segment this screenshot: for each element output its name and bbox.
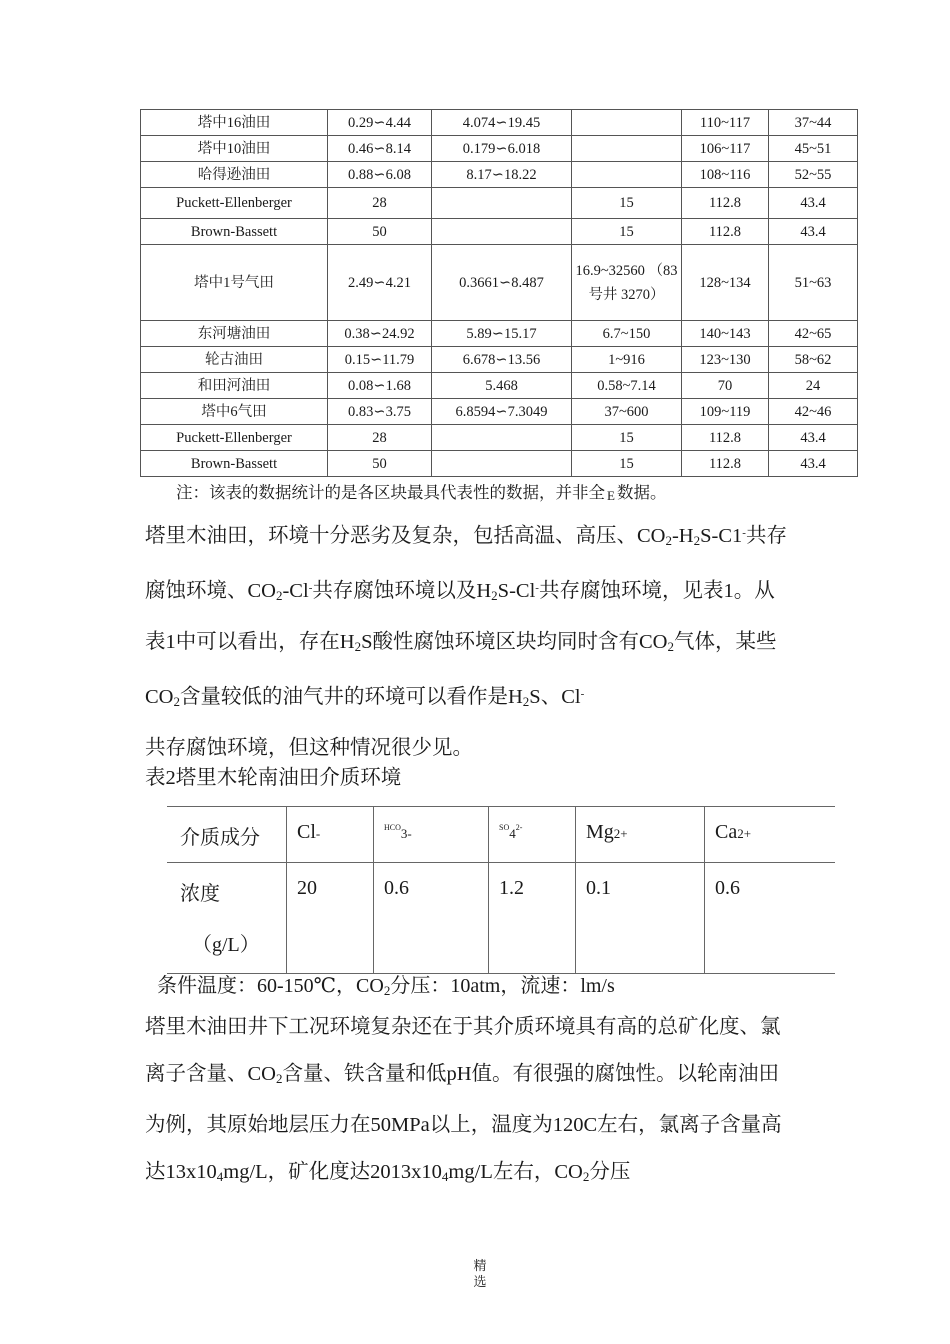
table-cell: 6.7~150 — [572, 321, 682, 347]
region-name-cell: 和田河油田 — [141, 373, 328, 399]
region-name-cell: 轮古油田 — [141, 347, 328, 373]
table-cell: 108~116 — [682, 162, 769, 188]
table-cell — [432, 425, 572, 451]
table-cell: 42~65 — [769, 321, 858, 347]
table-cell: 51~63 — [769, 245, 858, 321]
table-cell: 112.8 — [682, 425, 769, 451]
table-header-row — [167, 807, 835, 863]
header-cell: $^{HCO}$3- — [374, 807, 489, 863]
region-name-cell: Puckett-Ellenberger — [141, 425, 328, 451]
table-row — [141, 451, 858, 477]
region-name-cell: Puckett-Ellenberger — [141, 188, 328, 219]
header-cell: Cl- — [287, 807, 374, 863]
paragraph-corrosion-environment: 塔里木油田，环境十分恶劣及复杂，包括高温、高压、$CO_2-H_2S-C1^-$共存 腐蚀环境、$CO_2-Cl^-$共存腐蚀环境以及$H_2S-Cl^-$共存腐蚀环境，见表1。从 表1中可以看出，存在$H_2S$酸性腐蚀环境区块均同时含有$CO_2$气体，某些 $CO_2$含量较低的油气井的环境可以看作是$H_2S$、Cl- 共存腐蚀环境，但这种情况很少见。 — [145, 525, 787, 759]
table-cell: 45~51 — [769, 136, 858, 162]
table-cell: 16.9~32560 （83号井 3270） — [572, 245, 682, 321]
note-letter: E — [607, 488, 615, 503]
table-cell: 0.15∽11.79 — [328, 347, 432, 373]
table-cell: 0.179∽6.018 — [432, 136, 572, 162]
table-row — [141, 219, 858, 245]
table-cell: 0.88∽6.08 — [328, 162, 432, 188]
table-cell: 0.29∽4.44 — [328, 110, 432, 136]
region-name-cell: 塔中1号气田 — [141, 245, 328, 321]
header-cell: 介质成分 — [167, 807, 287, 863]
table-cell: 15 — [572, 188, 682, 219]
header-cell: Ca2+ — [705, 807, 836, 863]
table-cell: 52~55 — [769, 162, 858, 188]
region-name-cell: 东河塘油田 — [141, 321, 328, 347]
table-cell: 43.4 — [769, 219, 858, 245]
table-row — [141, 136, 858, 162]
table-cell — [572, 162, 682, 188]
table-cell: 110~117 — [682, 110, 769, 136]
table-cell: 15 — [572, 451, 682, 477]
table-cell: 50 — [328, 451, 432, 477]
table-cell: 0.58~7.14 — [572, 373, 682, 399]
header-cell: Mg2+ — [576, 807, 705, 863]
table-cell: 6.8594∽7.3049 — [432, 399, 572, 425]
table-cell: 128~134 — [682, 245, 769, 321]
table-cell: 0.6 — [374, 863, 489, 974]
page-footer: 精 选 — [473, 1258, 487, 1289]
region-name-cell: Brown-Bassett — [141, 219, 328, 245]
table-row — [141, 347, 858, 373]
table-cell: 0.6 — [705, 863, 836, 974]
table-cell: 43.4 — [769, 451, 858, 477]
table-note — [176, 479, 666, 503]
table-row — [141, 321, 858, 347]
table-cell: 24 — [769, 373, 858, 399]
reservoir-data-table — [140, 109, 858, 477]
table-cell: 43.4 — [769, 425, 858, 451]
table-row — [141, 399, 858, 425]
table-cell: 15 — [572, 219, 682, 245]
medium-composition-table — [167, 806, 835, 974]
table-cell: 0.46∽8.14 — [328, 136, 432, 162]
table-cell: 15 — [572, 425, 682, 451]
table-cell: 5.468 — [432, 373, 572, 399]
table-row — [141, 245, 858, 321]
table-cell: 140~143 — [682, 321, 769, 347]
table-cell: 106~117 — [682, 136, 769, 162]
table-row — [141, 425, 858, 451]
region-name-cell: 塔中6气田 — [141, 399, 328, 425]
table-cell: 43.4 — [769, 188, 858, 219]
table-cell — [572, 110, 682, 136]
table-cell: 0.3661∽8.487 — [432, 245, 572, 321]
table-cell — [432, 451, 572, 477]
table-cell: 70 — [682, 373, 769, 399]
table-row — [167, 863, 835, 974]
paragraph-lunnan-oilfield: 塔里木油田井下工况环境复杂还在于其介质环境具有高的总矿化度、氯 离子含量、$CO_2$含量、铁含量和低pH值。有很强的腐蚀性。以轮南油田 为例，其原始地层压力在50MPa以上，温度为120C左右，氯离子含量高 达$13x10_4mg/L$，矿化度达$2013x10_4mg/L$左右，$CO_2$分压 — [145, 1016, 782, 1184]
table-cell: 0.38∽24.92 — [328, 321, 432, 347]
table-cell: 42~46 — [769, 399, 858, 425]
region-name-cell: 哈得逊油田 — [141, 162, 328, 188]
table-cell — [432, 188, 572, 219]
table-row — [141, 162, 858, 188]
table-cell: 1.2 — [489, 863, 576, 974]
table-cell — [572, 136, 682, 162]
table-cell: 109~119 — [682, 399, 769, 425]
table-cell: 123~130 — [682, 347, 769, 373]
table-row — [141, 110, 858, 136]
table-cell: 1~916 — [572, 347, 682, 373]
table-cell: 37~44 — [769, 110, 858, 136]
table-cell: 112.8 — [682, 188, 769, 219]
table-cell — [432, 219, 572, 245]
table-cell: 0.08∽1.68 — [328, 373, 432, 399]
table-cell: 浓度 （g/L） — [167, 863, 287, 974]
note-end: 数据。 — [616, 483, 667, 502]
table-cell: 37~600 — [572, 399, 682, 425]
table-cell: 50 — [328, 219, 432, 245]
table-cell: 2.49∽4.21 — [328, 245, 432, 321]
table-cell: 58~62 — [769, 347, 858, 373]
table-row — [141, 188, 858, 219]
header-cell: $^{SO}4^{2-}$ — [489, 807, 576, 863]
table-cell: 4.074∽19.45 — [432, 110, 572, 136]
table-row — [141, 373, 858, 399]
table-cell: 112.8 — [682, 219, 769, 245]
table-cell: 28 — [328, 188, 432, 219]
table-cell: 0.83∽3.75 — [328, 399, 432, 425]
note-text: 注：该表的数据统计的是各区块最具代表性的数据，并非全 — [176, 483, 605, 502]
region-name-cell: 塔中16油田 — [141, 110, 328, 136]
table-cell: 20 — [287, 863, 374, 974]
conditions-line: 条件温度：60-150℃，$CO_2$分压：10atm，流速：lm/s — [157, 975, 615, 998]
table-cell: 28 — [328, 425, 432, 451]
table-cell: 6.678∽13.56 — [432, 347, 572, 373]
table-cell: 5.89∽15.17 — [432, 321, 572, 347]
region-name-cell: 塔中10油田 — [141, 136, 328, 162]
table-cell: 0.1 — [576, 863, 705, 974]
region-name-cell: Brown-Bassett — [141, 451, 328, 477]
table-cell: 112.8 — [682, 451, 769, 477]
table-cell: 8.17∽18.22 — [432, 162, 572, 188]
table2-caption: 表2塔里木轮南油田介质环境 — [145, 767, 402, 789]
